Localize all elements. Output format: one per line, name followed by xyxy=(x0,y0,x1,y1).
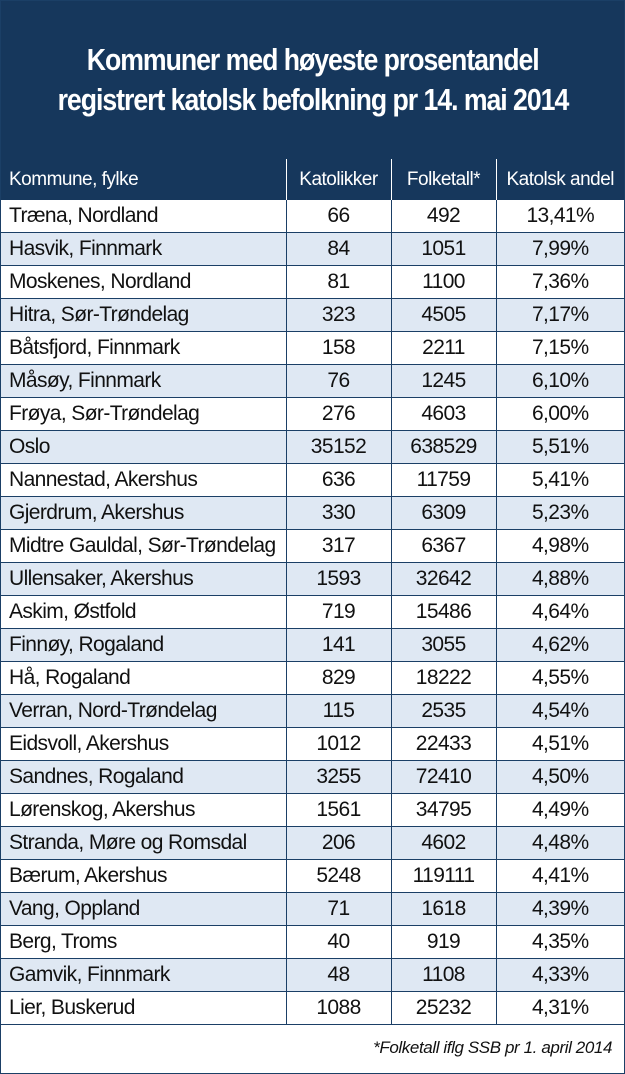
table-row xyxy=(1,728,624,761)
cell-kommune: Lier, Buskerud xyxy=(1,992,286,1025)
table-row xyxy=(1,827,624,860)
cell-folketall: 11759 xyxy=(391,464,496,497)
cell-katolsk-andel: 4,41% xyxy=(496,860,624,893)
footnote: *Folketall iflg SSB pr 1. april 2014 xyxy=(373,1037,612,1057)
cell-katolsk-andel: 4,51% xyxy=(496,728,624,761)
cell-katolikker: 1561 xyxy=(286,794,391,827)
cell-katolsk-andel: 4,88% xyxy=(496,563,624,596)
cell-kommune: Askim, Østfold xyxy=(1,596,286,629)
table-row xyxy=(1,794,624,827)
table-row xyxy=(1,959,624,992)
cell-kommune: Bærum, Akershus xyxy=(1,860,286,893)
table-row xyxy=(1,497,624,530)
table-row xyxy=(1,398,624,431)
cell-folketall: 34795 xyxy=(391,794,496,827)
table-row xyxy=(1,629,624,662)
cell-kommune: Sandnes, Rogaland xyxy=(1,761,286,794)
cell-katolikker: 206 xyxy=(286,827,391,860)
table-row xyxy=(1,860,624,893)
cell-kommune: Nannestad, Akershus xyxy=(1,464,286,497)
cell-kommune: Måsøy, Finnmark xyxy=(1,365,286,398)
cell-katolikker: 3255 xyxy=(286,761,391,794)
cell-folketall: 638529 xyxy=(391,431,496,464)
table-row xyxy=(1,365,624,398)
cell-folketall: 2211 xyxy=(391,332,496,365)
cell-folketall: 25232 xyxy=(391,992,496,1025)
column-header-katolikker: Katolikker xyxy=(286,159,391,200)
cell-folketall: 22433 xyxy=(391,728,496,761)
cell-katolikker: 276 xyxy=(286,398,391,431)
cell-folketall: 4603 xyxy=(391,398,496,431)
cell-katolikker: 81 xyxy=(286,266,391,299)
cell-katolsk-andel: 4,49% xyxy=(496,794,624,827)
table-row xyxy=(1,266,624,299)
column-header-folketall: Folketall* xyxy=(391,159,496,200)
cell-folketall: 32642 xyxy=(391,563,496,596)
table-row xyxy=(1,662,624,695)
cell-folketall: 1100 xyxy=(391,266,496,299)
cell-folketall: 15486 xyxy=(391,596,496,629)
table-body xyxy=(1,200,624,1025)
cell-katolsk-andel: 7,17% xyxy=(496,299,624,332)
cell-kommune: Gjerdrum, Akershus xyxy=(1,497,286,530)
cell-katolikker: 323 xyxy=(286,299,391,332)
table-row xyxy=(1,695,624,728)
cell-kommune: Lørenskog, Akershus xyxy=(1,794,286,827)
cell-katolsk-andel: 4,33% xyxy=(496,959,624,992)
cell-katolikker: 76 xyxy=(286,365,391,398)
cell-katolsk-andel: 4,98% xyxy=(496,530,624,563)
title-block xyxy=(1,1,624,159)
cell-kommune: Verran, Nord-Trøndelag xyxy=(1,695,286,728)
cell-folketall: 1618 xyxy=(391,893,496,926)
cell-kommune: Midtre Gauldal, Sør-Trøndelag xyxy=(1,530,286,563)
header-row xyxy=(1,159,624,200)
cell-katolsk-andel: 5,41% xyxy=(496,464,624,497)
cell-katolsk-andel: 5,23% xyxy=(496,497,624,530)
cell-katolsk-andel: 4,31% xyxy=(496,992,624,1025)
cell-katolsk-andel: 13,41% xyxy=(496,200,624,233)
cell-folketall: 4505 xyxy=(391,299,496,332)
cell-kommune: Moskenes, Nordland xyxy=(1,266,286,299)
cell-katolsk-andel: 7,36% xyxy=(496,266,624,299)
table-row xyxy=(1,200,624,233)
column-header-kommune: Kommune, fylke xyxy=(1,159,286,200)
cell-kommune: Gamvik, Finnmark xyxy=(1,959,286,992)
cell-katolikker: 35152 xyxy=(286,431,391,464)
cell-katolikker: 5248 xyxy=(286,860,391,893)
cell-katolikker: 141 xyxy=(286,629,391,662)
cell-katolikker: 115 xyxy=(286,695,391,728)
cell-kommune: Berg, Troms xyxy=(1,926,286,959)
table-row xyxy=(1,233,624,266)
data-table xyxy=(1,159,624,1025)
column-header-katolsk-andel: Katolsk andel xyxy=(496,159,624,200)
cell-katolsk-andel: 4,39% xyxy=(496,893,624,926)
table-row xyxy=(1,332,624,365)
cell-kommune: Finnøy, Rogaland xyxy=(1,629,286,662)
cell-folketall: 3055 xyxy=(391,629,496,662)
cell-katolikker: 71 xyxy=(286,893,391,926)
cell-kommune: Vang, Oppland xyxy=(1,893,286,926)
table-row xyxy=(1,464,624,497)
cell-kommune: Hasvik, Finnmark xyxy=(1,233,286,266)
cell-katolikker: 48 xyxy=(286,959,391,992)
cell-folketall: 919 xyxy=(391,926,496,959)
cell-katolikker: 158 xyxy=(286,332,391,365)
title-line-1: Kommuner med høyeste prosentandel xyxy=(86,42,539,77)
cell-katolikker: 719 xyxy=(286,596,391,629)
cell-katolikker: 84 xyxy=(286,233,391,266)
cell-katolikker: 636 xyxy=(286,464,391,497)
title-line-2: registrert katolsk befolkning pr 14. mai 2014 xyxy=(57,82,568,117)
cell-kommune: Træna, Nordland xyxy=(1,200,286,233)
cell-katolsk-andel: 7,99% xyxy=(496,233,624,266)
cell-katolsk-andel: 6,00% xyxy=(496,398,624,431)
cell-katolikker: 1593 xyxy=(286,563,391,596)
cell-folketall: 119111 xyxy=(391,860,496,893)
cell-folketall: 72410 xyxy=(391,761,496,794)
cell-katolikker: 829 xyxy=(286,662,391,695)
cell-folketall: 4602 xyxy=(391,827,496,860)
cell-katolikker: 330 xyxy=(286,497,391,530)
cell-katolikker: 317 xyxy=(286,530,391,563)
cell-katolikker: 66 xyxy=(286,200,391,233)
table-row xyxy=(1,992,624,1025)
cell-folketall: 18222 xyxy=(391,662,496,695)
cell-folketall: 1245 xyxy=(391,365,496,398)
table-row xyxy=(1,530,624,563)
table-row xyxy=(1,596,624,629)
cell-folketall: 6367 xyxy=(391,530,496,563)
cell-folketall: 492 xyxy=(391,200,496,233)
cell-kommune: Oslo xyxy=(1,431,286,464)
cell-katolsk-andel: 4,54% xyxy=(496,695,624,728)
cell-katolikker: 1012 xyxy=(286,728,391,761)
cell-kommune: Frøya, Sør-Trøndelag xyxy=(1,398,286,431)
cell-katolsk-andel: 4,64% xyxy=(496,596,624,629)
cell-katolsk-andel: 4,50% xyxy=(496,761,624,794)
table-row xyxy=(1,761,624,794)
table-row xyxy=(1,431,624,464)
cell-katolsk-andel: 4,62% xyxy=(496,629,624,662)
cell-kommune: Hå, Rogaland xyxy=(1,662,286,695)
cell-kommune: Båtsfjord, Finnmark xyxy=(1,332,286,365)
cell-katolsk-andel: 4,55% xyxy=(496,662,624,695)
table-row xyxy=(1,926,624,959)
table-row xyxy=(1,299,624,332)
cell-kommune: Eidsvoll, Akershus xyxy=(1,728,286,761)
cell-folketall: 6309 xyxy=(391,497,496,530)
cell-kommune: Ullensaker, Akershus xyxy=(1,563,286,596)
cell-katolikker: 40 xyxy=(286,926,391,959)
cell-katolikker: 1088 xyxy=(286,992,391,1025)
cell-katolsk-andel: 5,51% xyxy=(496,431,624,464)
cell-kommune: Hitra, Sør-Trøndelag xyxy=(1,299,286,332)
table-row xyxy=(1,893,624,926)
cell-katolsk-andel: 4,48% xyxy=(496,827,624,860)
cell-katolsk-andel: 4,35% xyxy=(496,926,624,959)
cell-folketall: 1108 xyxy=(391,959,496,992)
cell-folketall: 2535 xyxy=(391,695,496,728)
cell-katolsk-andel: 6,10% xyxy=(496,365,624,398)
cell-kommune: Stranda, Møre og Romsdal xyxy=(1,827,286,860)
cell-folketall: 1051 xyxy=(391,233,496,266)
table-row xyxy=(1,563,624,596)
cell-katolsk-andel: 7,15% xyxy=(496,332,624,365)
